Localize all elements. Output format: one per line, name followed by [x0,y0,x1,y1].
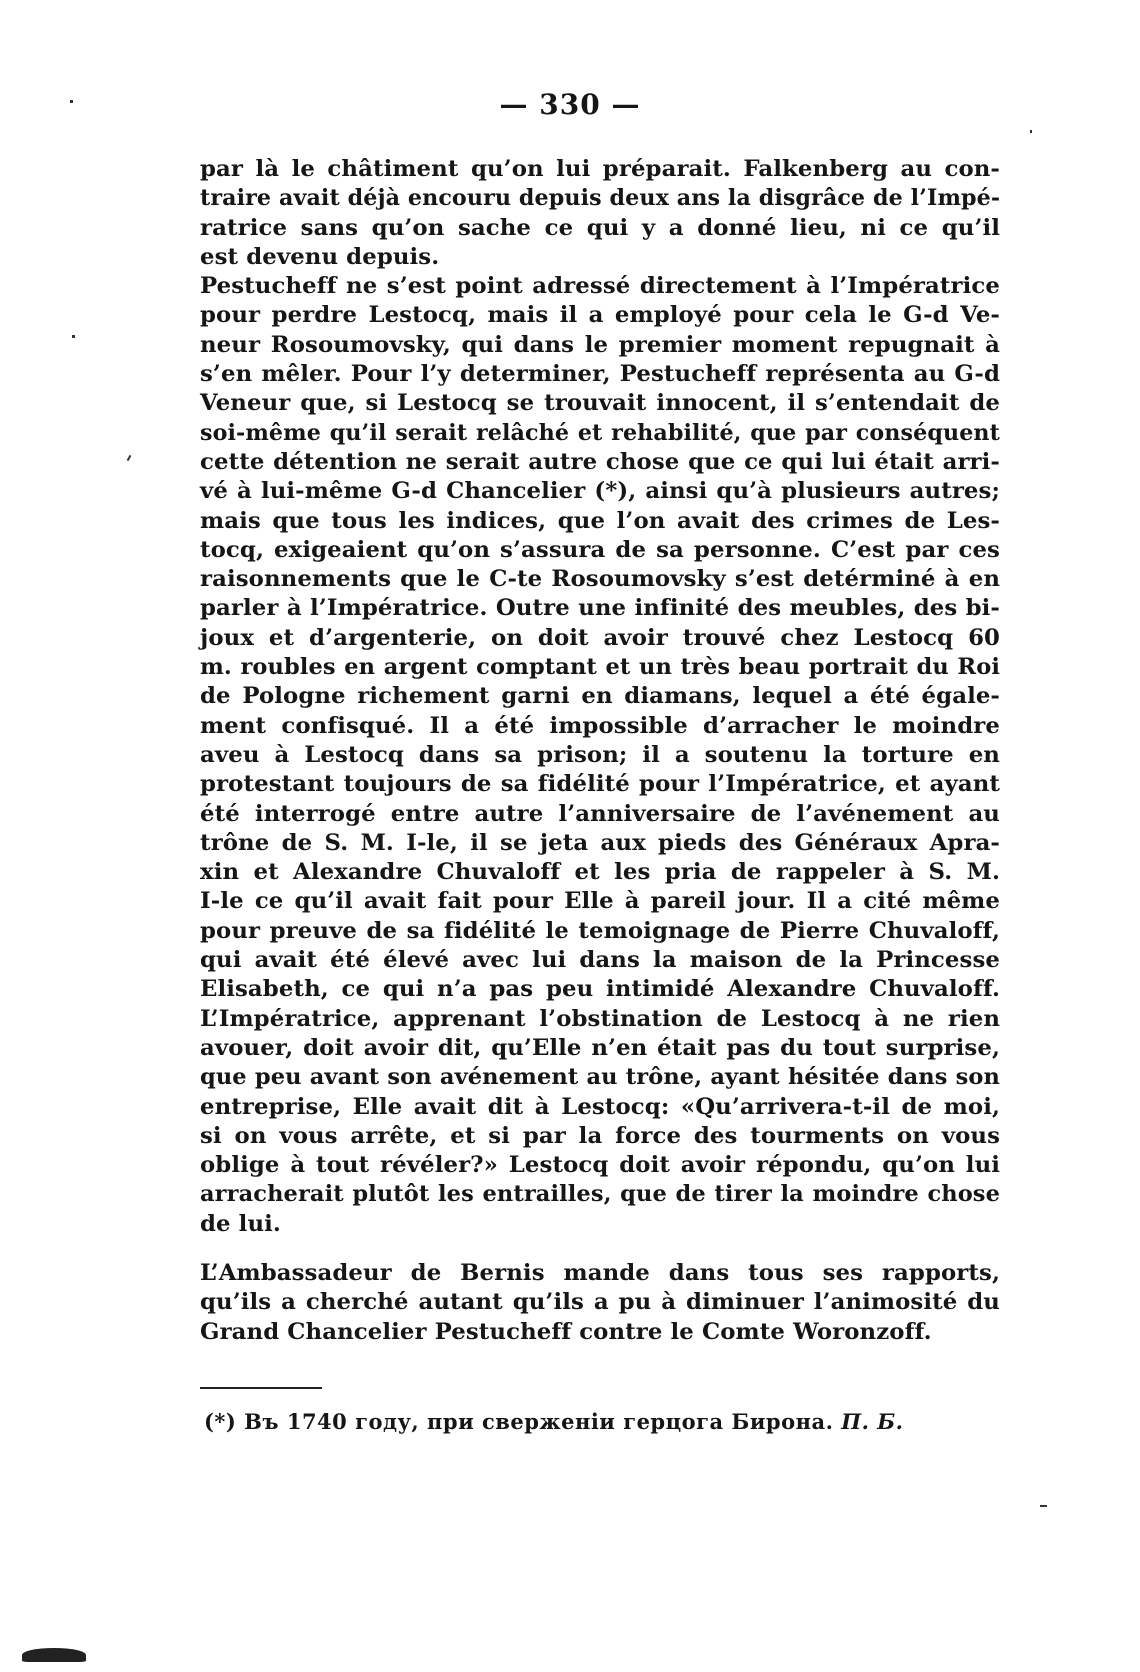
text-line: protestant toujours de sa fidélité pour l’Impératrice, et ayant [200,771,1000,798]
text-line: m. roubles en argent comptant et un très beau portrait du Roi [200,654,1000,681]
footnote [204,1408,964,1436]
text-line: Grand Chancelier Pestucheff contre le Comte Woronzoff. [200,1318,932,1345]
scan-speck [127,455,132,461]
text-line: Veneur que, si Lestocq se trouvait innocent, il s’entendait de [200,390,1000,417]
text-line: Elisabeth, ce qui n’a pas peu intimidé Alexandre Chuvaloff. [200,976,1000,1003]
scan-speck [70,100,73,103]
page-number: — 330 — [499,88,641,121]
text-line: traire avait déjà encouru depuis deux ans la disgrâce de l’Impé- [200,185,1001,212]
text-line: est devenu depuis. [200,243,440,270]
text-line: joux et d’argenterie, on doit avoir trouvé chez Lestocq 60 [200,624,1000,651]
text-line: I-le ce qu’il avait fait pour Elle à pareil jour. Il a cité même [200,888,1000,915]
text-line: Pestucheff ne s’est point adressé directement à l’Impératrice [200,273,1000,300]
text-line: de lui. [200,1210,281,1237]
footnote-text: (*) Въ 1740 году, при сверженіи герцога Бирона. [204,1409,834,1434]
text-line: avouer, doit avoir dit, qu’Elle n’en était pas du tout surprise, [200,1034,1000,1061]
text-line: L’Ambassadeur de Bernis mande dans tous ses rapports, [200,1259,1000,1286]
text-line: neur Rosoumovsky, qui dans le premier moment repugnait à [200,331,1000,358]
scan-speck [1040,1505,1047,1507]
text-line: pour perdre Lestocq, mais il a employé pour cela le G-d Ve- [200,302,1000,329]
text-line: ment confisqué. Il a été impossible d’arracher le moindre [200,712,1000,739]
text-line: si on vous arrête, et si par la force des tourments on vous [200,1122,1000,1149]
text-line: aveu à Lestocq dans sa prison; il a soutenu la torture en [200,741,1000,768]
footnote-signature: П. Б. [841,1409,904,1434]
text-line: arracherait plutôt les entrailles, que de tirer la moindre chose [200,1181,1000,1208]
text-line: pour preuve de sa fidélité le temoignage de Pierre Chuvaloff, [200,917,1000,944]
scan-speck [72,335,75,338]
text-line: par là le châtiment qu’on lui préparait. Falkenberg au con- [200,156,1000,182]
text-line: s’en mêler. Pour l’y determiner, Pestucheff représenta au G-d [200,361,1000,388]
text-line: été interrogé entre autre l’anniversaire de l’avénement au [200,800,1000,827]
text-line: trône de S. M. I-le, il se jeta aux pieds des Généraux Apra- [200,829,1000,856]
text-line: que peu avant son avénement au trône, ayant hésitée dans son [200,1064,1000,1091]
text-line: oblige à tout révéler?» Lestocq doit avoir répondu, qu’on lui [200,1152,1000,1179]
text-line: ratrice sans qu’on sache ce qui y a donné lieu, ni ce qu’il [200,214,1000,241]
text-line: de Pologne richement garni en diamans, lequel a été égale- [200,683,1000,710]
scan-speck [1030,130,1032,133]
footnote-divider [200,1387,322,1389]
text-line: vé à lui-même G-d Chancelier (*), ainsi qu’à plusieurs autres; [200,478,1000,505]
text-line: cette détention ne serait autre chose que ce qui lui était arri- [200,448,1000,475]
scan-blot [22,1648,86,1662]
text-line: tocq, exigeaient qu’on s’assura de sa personne. C’est par ces [200,536,1000,563]
text-line: raisonnements que le C-te Rosoumovsky s’est detérminé à en [200,566,1000,593]
text-line: qui avait été élevé avec lui dans la maison de la Princesse [200,947,1000,974]
text-line: entreprise, Elle avait dit à Lestocq: «Qu’arrivera-t-il de moi, [200,1093,1000,1120]
text-line: L’Impératrice, apprenant l’obstination de Lestocq à ne rien [200,1005,1000,1032]
text-line: mais que tous les indices, que l’on avait des crimes de Les- [200,507,1000,534]
text-line: parler à l’Impératrice. Outre une infinité des meubles, des bi- [200,595,1000,622]
text-line: xin et Alexandre Chuvaloff et les pria de rappeler à S. M. [200,859,1000,886]
text-line: soi-même qu’il serait relâché et rehabilité, que par conséquent [200,419,1000,446]
text-line: qu’ils a cherché autant qu’ils a pu à diminuer l’animosité du [200,1289,1000,1316]
body-text [200,155,1000,1347]
